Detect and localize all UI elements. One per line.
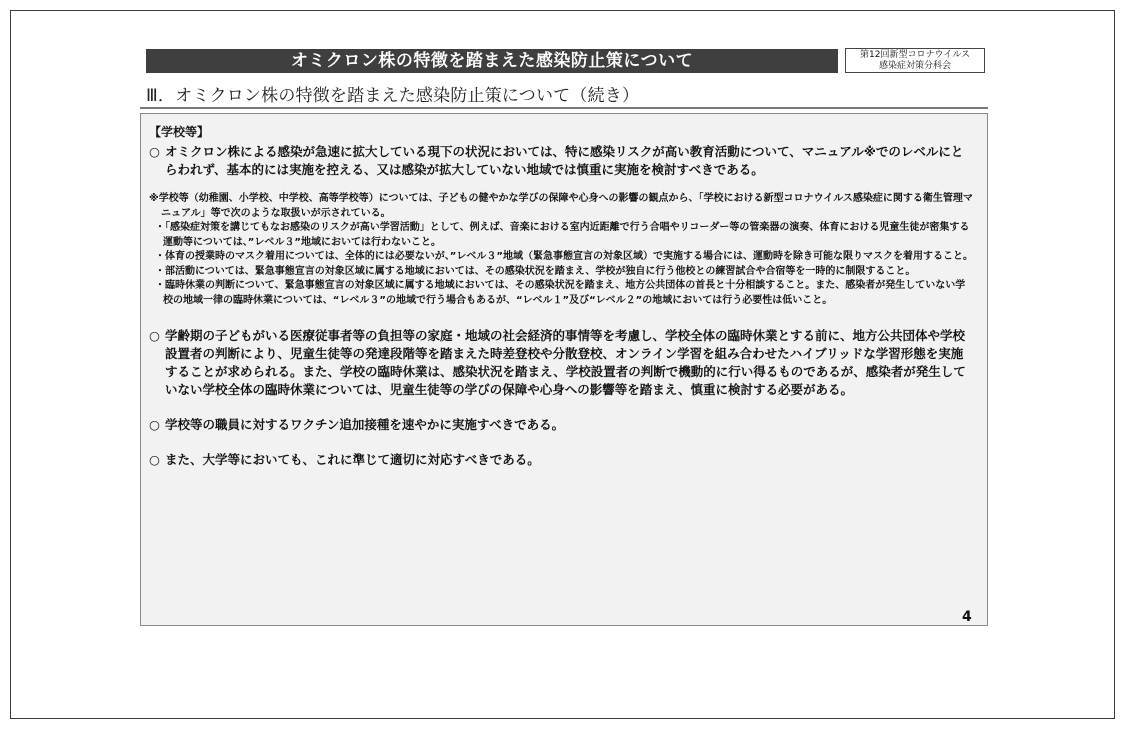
paragraph-4-text: また、大学等においても、これに準じて適切に対応すべきである。 — [165, 452, 540, 467]
divider — [140, 107, 988, 109]
paragraph-3 — [149, 416, 975, 434]
section-subtitle: Ⅲ．オミクロン株の特徴を踏まえた感染防止策について（続き） — [146, 86, 640, 106]
paragraph-1-text: オミクロン株による感染が急速に拡大している現下の状況においては、特に感染リスクが高い教育活動について、マニュアル※でのレベルにとらわれず、基本的には実施を控える、又は感染が拡大していない地域では慎重に実施を検討すべきである。 — [165, 144, 964, 177]
meeting-badge — [845, 48, 985, 73]
badge-line-2: 感染症対策分科会 — [878, 61, 951, 71]
badge-line-1: 第12回新型コロナウイルス — [860, 50, 970, 60]
paragraph-3-text: 学校等の職員に対するワクチン追加接種を速やかに実施すべきである。 — [165, 417, 565, 432]
paragraph-4 — [149, 451, 975, 469]
section-heading: 【学校等】 — [149, 125, 210, 139]
circle-marker: ○ — [149, 452, 160, 467]
circle-marker: ○ — [149, 144, 160, 159]
bullet-item: ・体育の授業時のマスク着用については、全体的には必要ないが、”レベル３”地域（緊急事態宣言の対象区域）で実施する場合には、運動時を除き可能な限りマスクを着用すること。 — [155, 251, 973, 262]
bullet-item: ・臨時休業の判断について、緊急事態宣言の対象区域に属する地域においては、その感染状況を踏まえ、地方公共団体の首長と十分相談すること。また、感染者が発生していない学校の地域一律の臨時休業については、“レベル３”の地域で行う場合もあるが、“レベル１”及び“レベル２”の地域においては行う必要性は低いこと。 — [155, 280, 966, 306]
bullet-item: ・「感染症対策を講じてもなお感染のリスクが高い学習活動」として、例えば、音楽における室内近距離で行う合唱やリコーダー等の管楽器の演奏、体育における児童生徒が密集する運動等については、”レベル３”地域においては行わないこと。 — [155, 222, 970, 248]
bullet-item: ・部活動については、緊急事態宣言の対象区域に属する地域においては、その感染状況を踏まえ、学校が独自に行う他校との練習試合や合宿等を一時的に制限すること。 — [155, 265, 916, 277]
paragraph-2 — [149, 327, 975, 399]
circle-marker: ○ — [149, 417, 160, 432]
slide-title: オミクロン株の特徴を踏まえた感染防止策について — [146, 49, 838, 73]
footnote: ※学校等（幼稚園、小学校、中学校、高等学校等）については、子どもの健やかな学びの保障や心身への影響の観点から、「学校における新型コロナウイルス感染症に関する衛生管理マニュアル」等で次のような取扱いが示されている。 — [149, 193, 973, 219]
paragraph-1 — [149, 143, 975, 179]
paragraph-2-text: 学齢期の子どもがいる医療従事者等の負担等の家庭・地域の社会経済的事情等を考慮し、学校全体の臨時休業とする前に、地方公共団体や学校設置者の判断により、児童生徒等の発達段階等を踏まえた時差登校や分散登校、オンライン学習を組み合わせたハイブリッドな学習形態を実施することが求められる。また、学校の臨時休業は、感染状況を踏まえ、学校設置者の判断で機動的に行い得るものであるが、感染者が発生していない学校全体の臨時休業については、児童生徒等の学びの保障や心身への影響等を踏まえ、慎重に検討する必要がある。 — [165, 328, 966, 397]
circle-marker: ○ — [149, 328, 160, 343]
page-number: 4 — [962, 609, 972, 625]
content-box — [140, 113, 988, 626]
